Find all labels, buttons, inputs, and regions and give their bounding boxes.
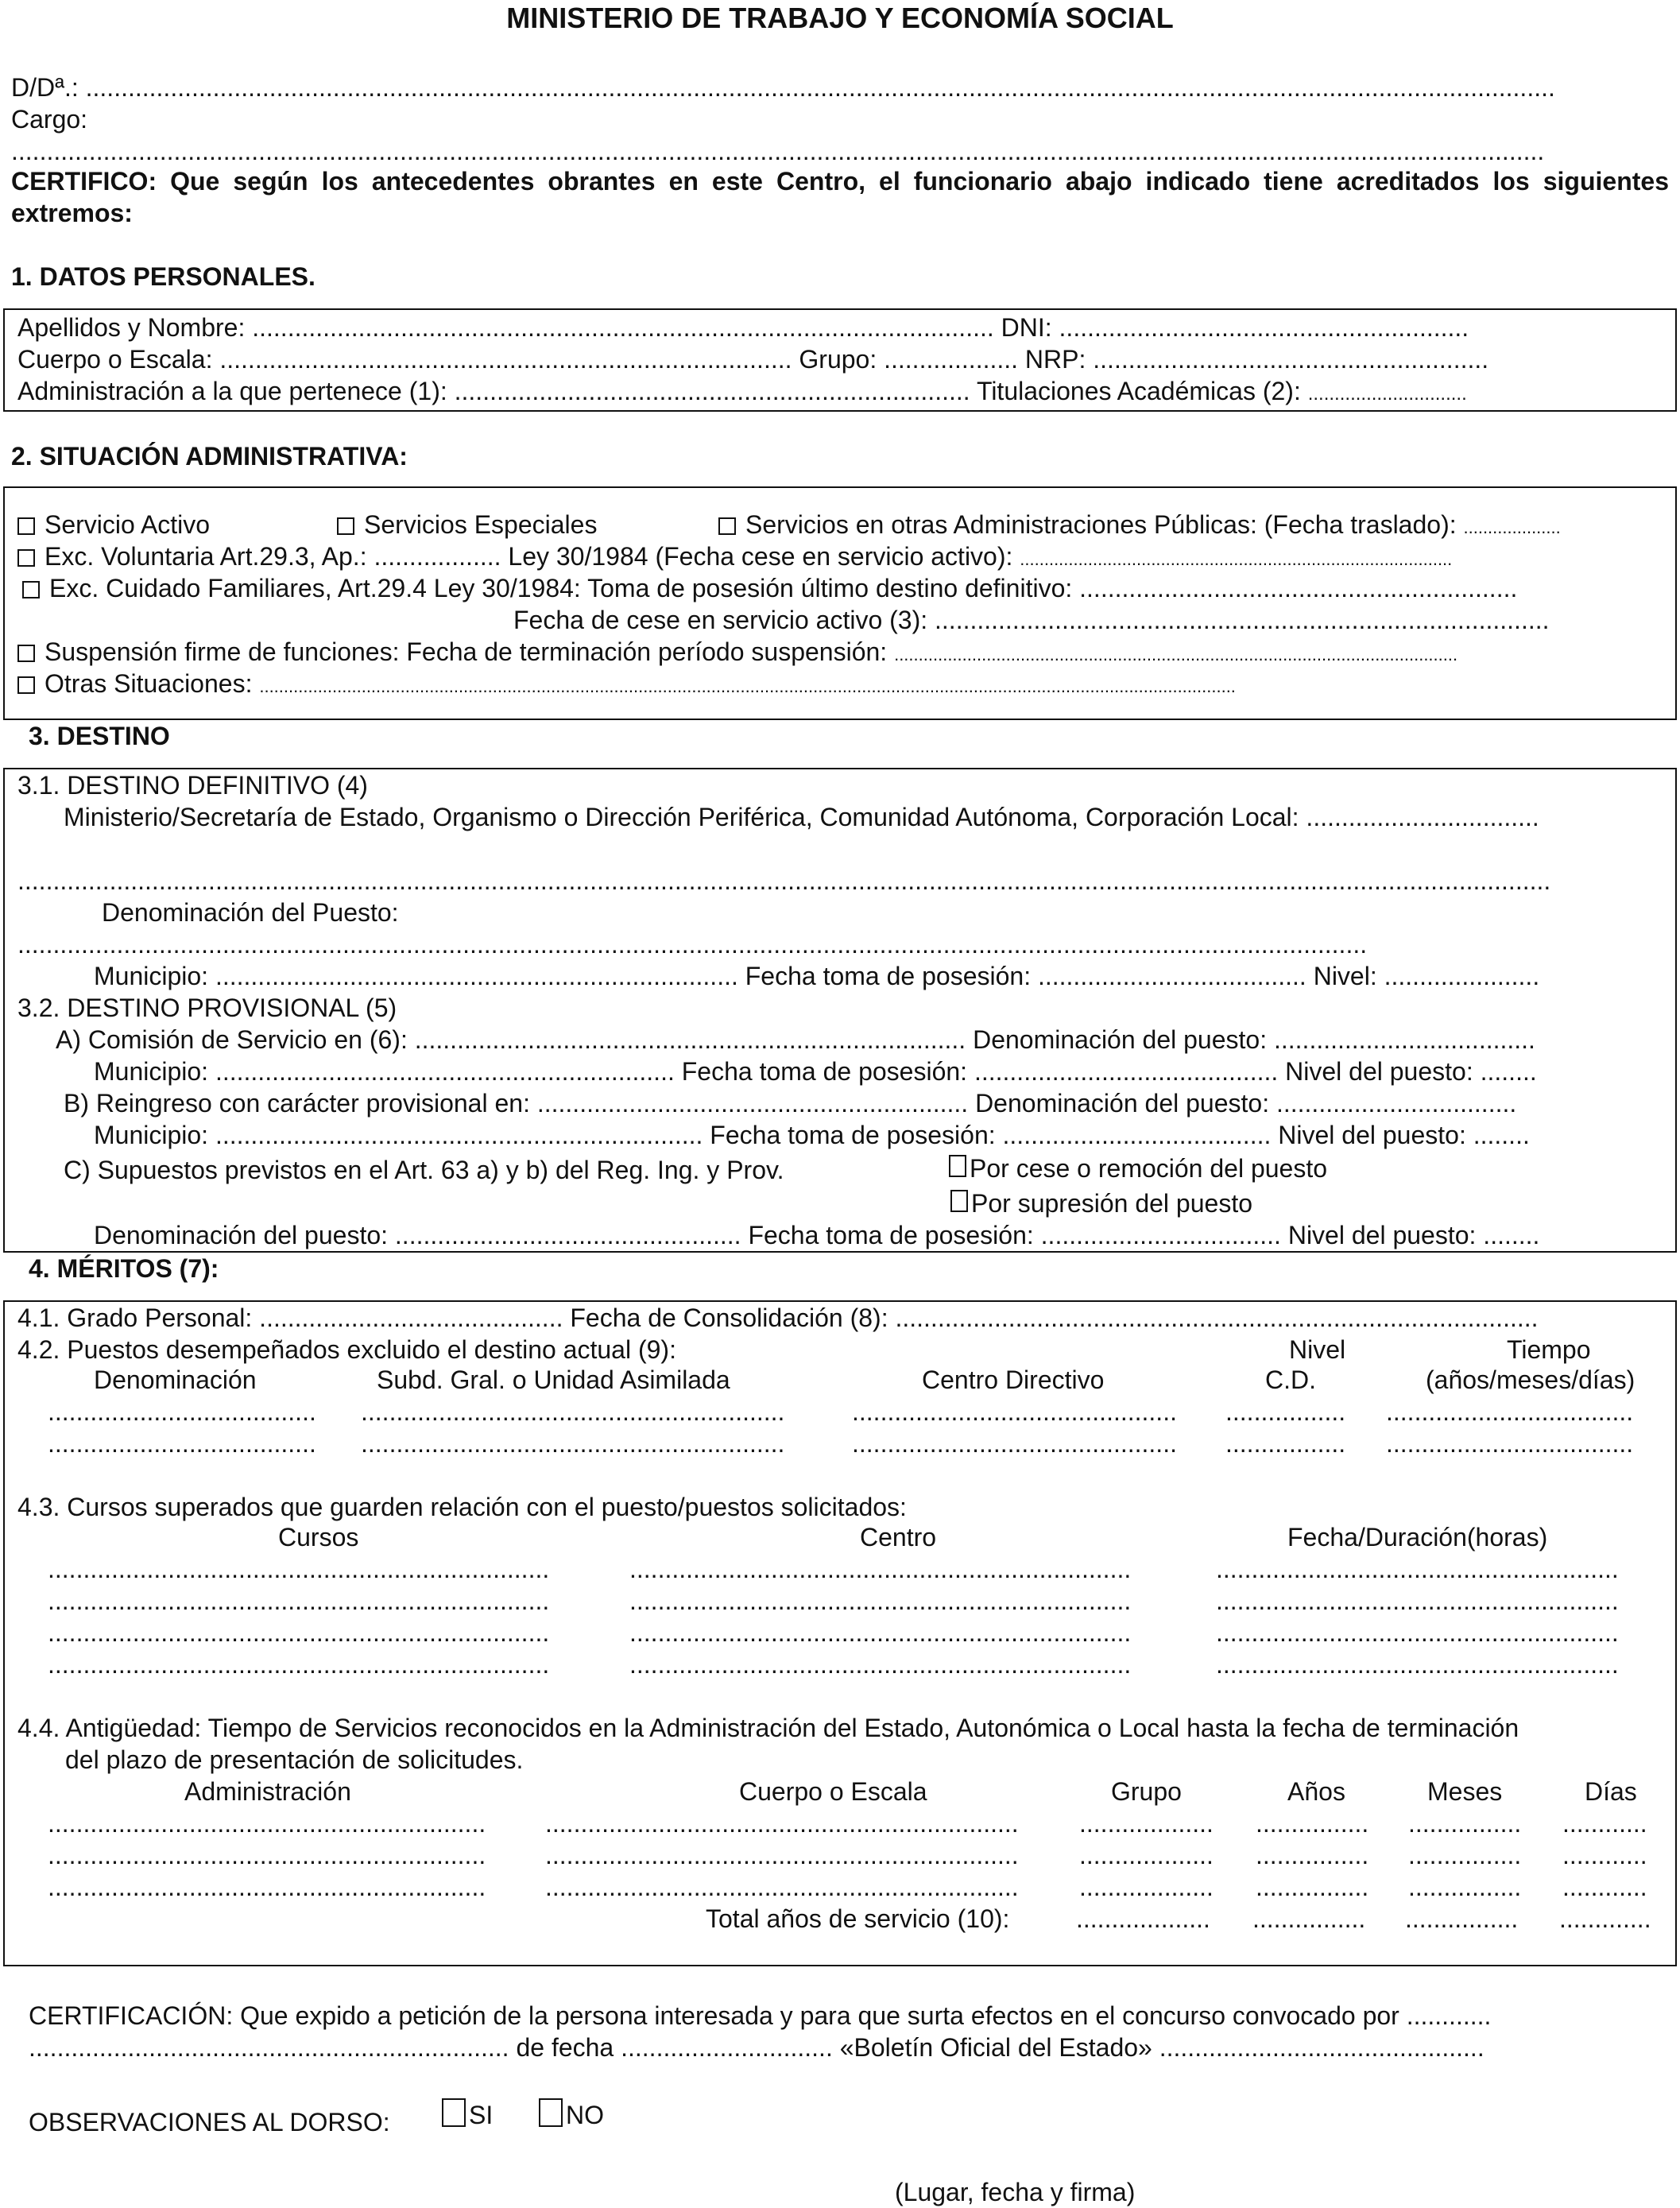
- col-dias: Días: [1585, 1777, 1637, 1806]
- servicio-activo-checkbox[interactable]: [17, 517, 35, 535]
- supresion-checkbox[interactable]: [950, 1190, 968, 1212]
- antiguedad-cell[interactable]: ...................: [1079, 1809, 1214, 1838]
- col-denominacion: Denominación: [94, 1365, 257, 1394]
- suspension-checkbox[interactable]: [17, 645, 35, 662]
- antiguedad-cell[interactable]: ............: [1562, 1873, 1647, 1901]
- cursos-heading: 4.3. Cursos superados que guarden relación con el puesto/puestos solicitados:: [17, 1493, 907, 1521]
- col-centro: Centro: [860, 1523, 937, 1551]
- cargo-field[interactable]: .........................................................................................................................................................................................................................: [11, 137, 1545, 165]
- suspension-label: Suspensión firme de funciones: Fecha de terminación período suspensión:: [45, 637, 895, 666]
- curso-cell[interactable]: .........................................................: [1216, 1650, 1619, 1679]
- col-administracion: Administración: [184, 1777, 351, 1806]
- antiguedad-heading-cont: del plazo de presentación de solicitudes.: [65, 1745, 524, 1774]
- col-cursos: Cursos: [278, 1523, 359, 1551]
- municipio-comision-field[interactable]: Municipio: ................................................................. Fecha toma de posesión: ........................................... Nivel del puesto: ........: [94, 1057, 1537, 1086]
- reingreso-field[interactable]: B) Reingreso con carácter provisional en: ............................................................. Denominación del puesto: ..................................: [64, 1089, 1517, 1118]
- servicios-especiales-option[interactable]: [337, 509, 597, 540]
- curso-cell[interactable]: .......................................................................: [629, 1650, 1132, 1679]
- antiguedad-cell[interactable]: ...................................................................: [545, 1809, 1019, 1838]
- si-checkbox[interactable]: [442, 2098, 466, 2127]
- curso-cell[interactable]: .........................................................: [1216, 1586, 1619, 1615]
- certificacion-text-cont[interactable]: .................................................................... de fecha .............................. «Boletín Oficial del Estado» ..............................................: [29, 2033, 1485, 2062]
- puesto-cell[interactable]: .................: [1225, 1429, 1346, 1458]
- si-label: SI: [469, 2101, 494, 2129]
- puesto-cell[interactable]: ......................................: [48, 1429, 316, 1458]
- curso-cell[interactable]: .......................................................................: [629, 1586, 1132, 1615]
- antiguedad-cell[interactable]: ...................: [1079, 1873, 1214, 1901]
- observaciones-si-option[interactable]: [442, 2098, 493, 2131]
- puesto-cell[interactable]: ......................................: [48, 1397, 316, 1426]
- total-cell[interactable]: .............: [1559, 1904, 1651, 1933]
- exc-voluntaria-checkbox[interactable]: [17, 549, 35, 567]
- section-2-heading: 2. SITUACIÓN ADMINISTRATIVA:: [11, 442, 408, 471]
- antiguedad-cell[interactable]: ................: [1408, 1841, 1522, 1869]
- antiguedad-heading: 4.4. Antigüedad: Tiempo de Servicios reconocidos en la Administración del Estado, Autonómica o Local hasta la fecha de terminación: [17, 1714, 1519, 1742]
- col-fecha-duracion: Fecha/Duración(horas): [1287, 1523, 1548, 1551]
- supresion-option[interactable]: [950, 1187, 1252, 1219]
- servicios-especiales-label: Servicios Especiales: [364, 510, 598, 539]
- exc-cuidado-checkbox[interactable]: [22, 581, 40, 598]
- tiempo-header: Tiempo: [1507, 1335, 1591, 1364]
- cuerpo-field[interactable]: Cuerpo o Escala: ................................................................................. Grupo: ................... NRP: ........................................................: [17, 345, 1489, 374]
- administracion-label: Administración a la que pertenece (1): ......................................................................... Titulaciones Académicas (2):: [17, 377, 1308, 405]
- antiguedad-cell[interactable]: ..............................................................: [48, 1809, 486, 1838]
- otras-admin-option[interactable]: [718, 509, 1561, 544]
- puesto-cell[interactable]: ...................................: [1386, 1429, 1634, 1458]
- servicio-activo-label: Servicio Activo: [45, 510, 211, 539]
- nivel-header: Nivel: [1289, 1335, 1346, 1364]
- observaciones-no-option[interactable]: [539, 2098, 604, 2131]
- col-cd: C.D.: [1265, 1365, 1316, 1394]
- no-label: NO: [566, 2101, 604, 2129]
- exc-cuidado-label: Exc. Cuidado Familiares, Art.29.4 Ley 30/1984: Toma de posesión último destino definitivo: ..............................................................: [49, 574, 1518, 602]
- curso-cell[interactable]: .........................................................: [1216, 1555, 1619, 1583]
- no-checkbox[interactable]: [539, 2098, 563, 2127]
- total-servicio-label: Total años de servicio (10):: [706, 1904, 1010, 1933]
- otras-situaciones-checkbox[interactable]: [17, 676, 35, 694]
- certifico-statement: CERTIFICO: Que según los antecedentes obrantes en este Centro, el funcionario abajo indicado tiene acreditados los siguientes extremos:: [11, 167, 1669, 227]
- curso-cell[interactable]: .......................................................................: [48, 1586, 550, 1615]
- curso-cell[interactable]: .......................................................................: [48, 1555, 550, 1583]
- supresion-label: Por supresión del puesto: [971, 1189, 1252, 1218]
- denominacion-label: Denominación del Puesto:: [102, 898, 399, 927]
- cese-checkbox[interactable]: [949, 1155, 966, 1177]
- exc-voluntaria-option[interactable]: [17, 540, 1452, 575]
- ministry-title: MINISTERIO DE TRABAJO Y ECONOMÍA SOCIAL: [506, 2, 1174, 34]
- fecha-cese-field[interactable]: Fecha de cese en servicio activo (3): .......................................................................................: [513, 606, 1550, 634]
- observaciones-label: OBSERVACIONES AL DORSO:: [29, 2108, 390, 2136]
- comision-field[interactable]: A) Comisión de Servicio en (6): .............................................................................. Denominación del puesto: .....................................: [56, 1025, 1535, 1054]
- col-cuerpo: Cuerpo o Escala: [739, 1777, 927, 1806]
- dd-field[interactable]: D/Dª.: ................................................................................................................................................................................................................: [11, 73, 1555, 102]
- puestos-heading: 4.2. Puestos desempeñados excluido el destino actual (9):: [17, 1335, 676, 1364]
- ministerio-line[interactable]: .........................................................................................................................................................................................................................: [17, 866, 1551, 895]
- antiguedad-cell[interactable]: ...................................................................: [545, 1841, 1019, 1869]
- destino-definitivo-heading: 3.1. DESTINO DEFINITIVO (4): [17, 771, 368, 800]
- servicio-activo-option[interactable]: [17, 509, 210, 540]
- denominacion-line[interactable]: ...............................................................................................................................................................................................: [17, 930, 1368, 959]
- curso-cell[interactable]: .........................................................: [1216, 1618, 1619, 1647]
- destino-provisional-heading: 3.2. DESTINO PROVISIONAL (5): [17, 994, 397, 1022]
- otras-admin-label: Servicios en otras Administraciones Públicas: (Fecha traslado):: [745, 510, 1464, 539]
- denominacion-supuestos-field[interactable]: Denominación del puesto: ................................................. Fecha toma de posesión: .................................. Nivel del puesto: ........: [94, 1221, 1540, 1249]
- curso-cell[interactable]: .......................................................................: [48, 1618, 550, 1647]
- fecha-cese-dots[interactable]: .........................................................................................: [1020, 549, 1453, 569]
- otras-situaciones-option[interactable]: [17, 668, 1236, 703]
- suspension-dots[interactable]: ....................................................................................................................: [894, 645, 1458, 664]
- cese-option[interactable]: [949, 1152, 1327, 1184]
- total-cell[interactable]: ................: [1252, 1904, 1366, 1933]
- fecha-traslado-dots[interactable]: ....................: [1463, 517, 1561, 537]
- antiguedad-cell[interactable]: ..............................................................: [48, 1841, 486, 1869]
- certifico-text: [11, 165, 1669, 229]
- servicios-especiales-checkbox[interactable]: [337, 517, 354, 535]
- antiguedad-cell[interactable]: ................: [1408, 1873, 1522, 1901]
- antiguedad-cell[interactable]: ................: [1256, 1809, 1369, 1838]
- antiguedad-cell[interactable]: ..............................................................: [48, 1873, 486, 1901]
- otras-situaciones-dots[interactable]: .........................................................................................................................................................................................................: [259, 676, 1236, 696]
- col-grupo: Grupo: [1111, 1777, 1182, 1806]
- exc-cuidado-option[interactable]: [22, 572, 1517, 604]
- curso-cell[interactable]: .......................................................................: [629, 1555, 1132, 1583]
- section-1-heading: 1. DATOS PERSONALES.: [11, 262, 315, 291]
- total-cell[interactable]: ...................: [1076, 1904, 1210, 1933]
- supuestos-label: C) Supuestos previstos en el Art. 63 a) y b) del Reg. Ing. y Prov.: [64, 1156, 784, 1184]
- antiguedad-cell[interactable]: ................: [1256, 1873, 1369, 1901]
- puesto-cell[interactable]: ...................................: [1386, 1397, 1634, 1426]
- curso-cell[interactable]: .......................................................................: [629, 1618, 1132, 1647]
- section-4-heading: 4. MÉRITOS (7):: [29, 1254, 219, 1283]
- certificacion-text[interactable]: CERTIFICACIÓN: Que expido a petición de la persona interesada y para que surta efectos en el concurso convocado por ............: [29, 2001, 1492, 2030]
- exc-voluntaria-label: Exc. Voluntaria Art.29.3, Ap.: .................. Ley 30/1984 (Fecha cese en servicio activo):: [45, 542, 1020, 571]
- puesto-cell[interactable]: ............................................................: [361, 1397, 785, 1426]
- otras-admin-checkbox[interactable]: [718, 517, 736, 535]
- antiguedad-cell[interactable]: ................: [1256, 1841, 1369, 1869]
- municipio-definitivo-field[interactable]: Municipio: .......................................................................... Fecha toma de posesión: ...................................... Nivel: ......................: [94, 962, 1540, 990]
- apellidos-field[interactable]: Apellidos y Nombre: ......................................................................................................... DNI: ..........................................................: [17, 313, 1469, 342]
- otras-situaciones-label: Otras Situaciones:: [45, 669, 260, 698]
- lugar-fecha-firma: (Lugar, fecha y firma): [895, 2178, 1136, 2206]
- antiguedad-cell[interactable]: ................: [1408, 1809, 1522, 1838]
- puesto-cell[interactable]: .................: [1225, 1397, 1346, 1426]
- puesto-cell[interactable]: ..............................................: [852, 1397, 1177, 1426]
- col-meses: Meses: [1427, 1777, 1503, 1806]
- municipio-reingreso-field[interactable]: Municipio: ..................................................................... Fecha toma de posesión: ...................................... Nivel del puesto: ........: [94, 1121, 1530, 1149]
- col-anos: Años: [1287, 1777, 1345, 1806]
- puesto-cell[interactable]: ..............................................: [852, 1429, 1177, 1458]
- cargo-label: Cargo:: [11, 105, 88, 134]
- antiguedad-cell[interactable]: ...................................................................: [545, 1873, 1019, 1901]
- antiguedad-cell[interactable]: ............: [1562, 1841, 1647, 1869]
- titulaciones-dots[interactable]: ..............................: [1307, 383, 1467, 405]
- col-centro-directivo: Centro Directivo: [922, 1365, 1105, 1394]
- puesto-cell[interactable]: ............................................................: [361, 1429, 785, 1458]
- col-tiempo: (años/meses/días): [1426, 1365, 1635, 1394]
- curso-cell[interactable]: .......................................................................: [48, 1650, 550, 1679]
- ministerio-field[interactable]: Ministerio/Secretaría de Estado, Organismo o Dirección Periférica, Comunidad Autónoma, Corporación Local: .................................: [64, 803, 1539, 831]
- suspension-option[interactable]: [17, 636, 1457, 671]
- grado-personal-field[interactable]: 4.1. Grado Personal: ........................................... Fecha de Consolidación (8): ...........................................................................................: [17, 1303, 1539, 1332]
- cese-label: Por cese o remoción del puesto: [970, 1154, 1328, 1183]
- col-subdireccion: Subd. Gral. o Unidad Asimilada: [377, 1365, 730, 1394]
- antiguedad-cell[interactable]: ............: [1562, 1809, 1647, 1838]
- antiguedad-cell[interactable]: ...................: [1079, 1841, 1214, 1869]
- section-3-heading: 3. DESTINO: [29, 722, 170, 750]
- total-cell[interactable]: ................: [1405, 1904, 1519, 1933]
- administracion-field[interactable]: [17, 375, 1467, 410]
